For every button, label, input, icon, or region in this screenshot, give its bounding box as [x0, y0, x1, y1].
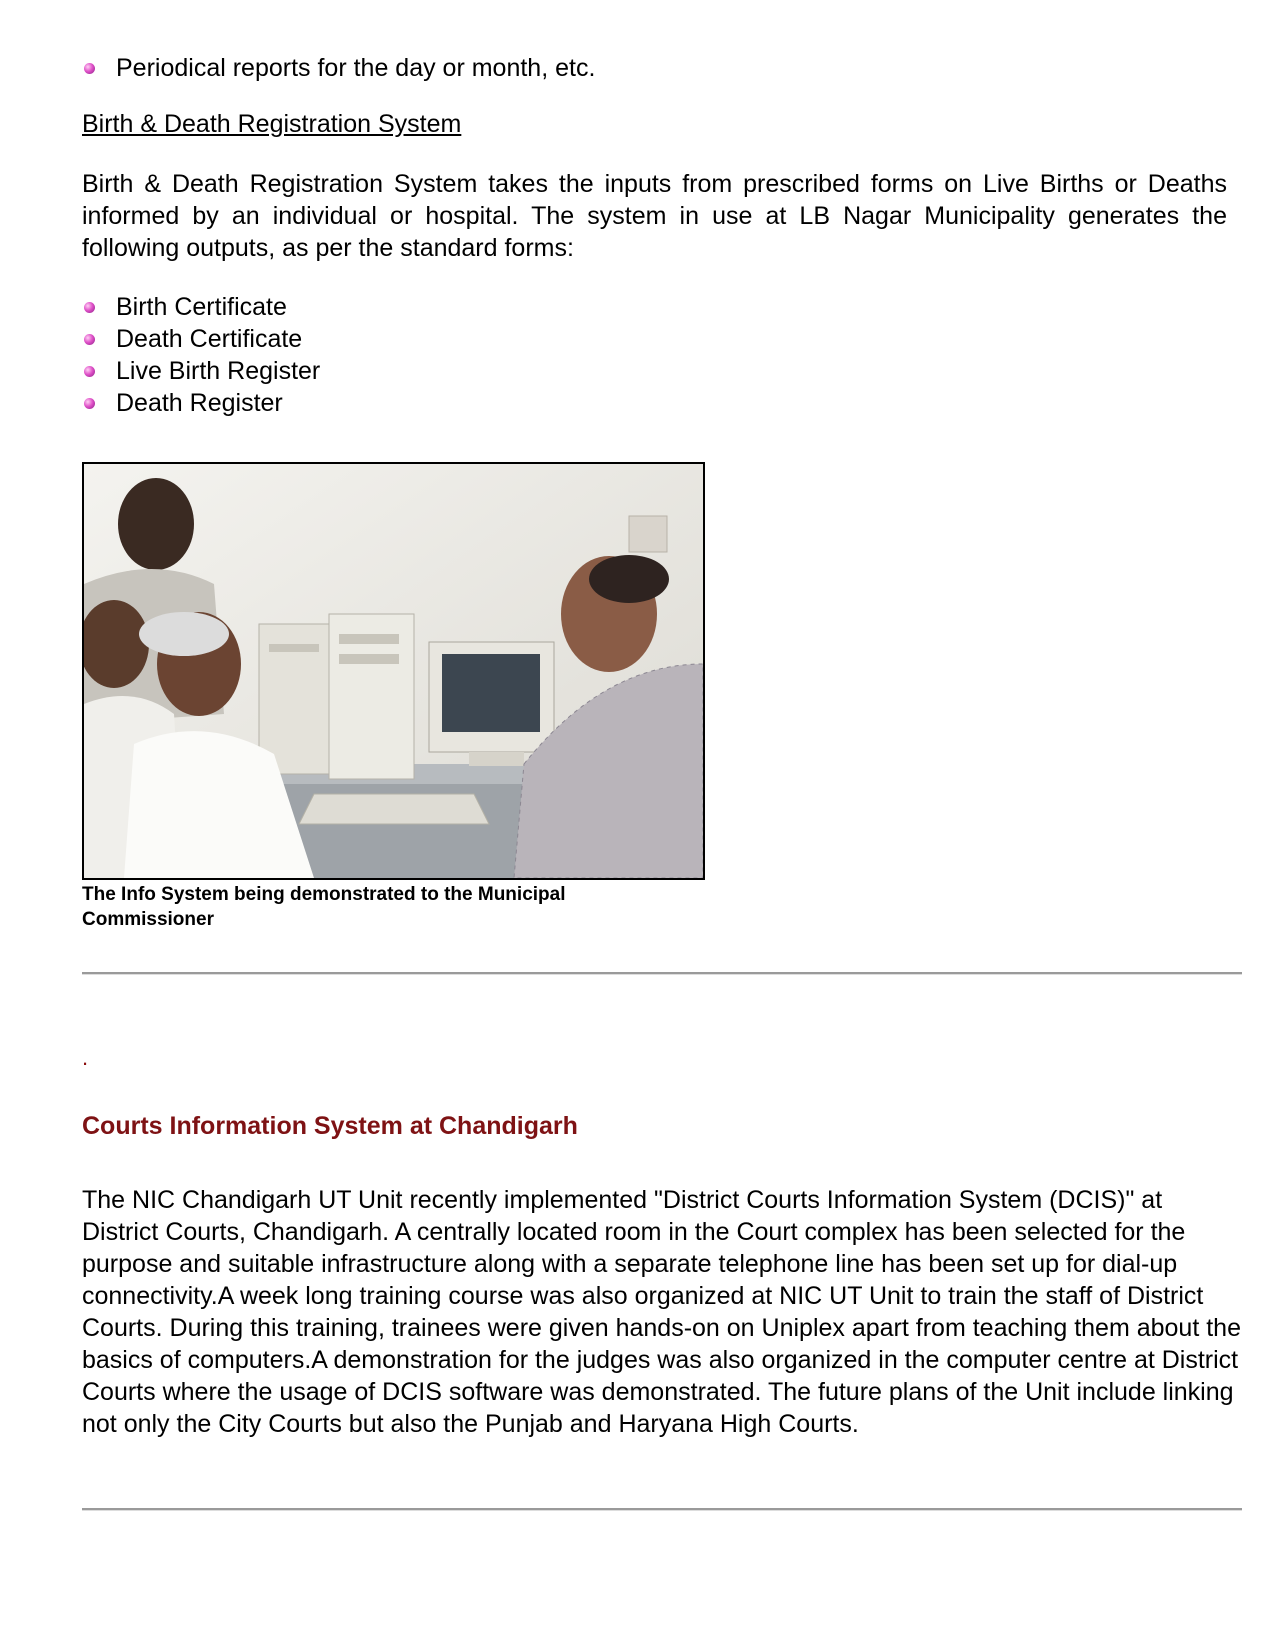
- list-item: [82, 323, 320, 355]
- bullet-icon: [84, 398, 95, 409]
- demonstration-photo: [82, 462, 705, 880]
- bullet-icon: [84, 63, 95, 74]
- list-item-text: Death Register: [116, 389, 283, 417]
- list-item-text: Live Birth Register: [116, 357, 321, 385]
- photo-caption: The Info System being demonstrated to the Municipal Commissioner: [82, 884, 566, 930]
- bullet-icon: [84, 334, 95, 345]
- list-item: [82, 387, 320, 419]
- bullet-icon: [84, 366, 95, 377]
- reports-list: [82, 52, 595, 84]
- list-item: [82, 52, 595, 84]
- outputs-list: [82, 291, 320, 419]
- list-item-text: Periodical reports for the day or month, etc.: [116, 54, 596, 82]
- courts-heading: Courts Information System at Chandigarh: [82, 1112, 578, 1140]
- separator-mark: .: [82, 1045, 89, 1070]
- section-title: Birth & Death Registration System: [82, 110, 462, 138]
- courts-paragraph: The NIC Chandigarh UT Unit recently implemented "District Courts Information System (DCIS)" at District Courts, Chandigarh. A centrally located room in the Court complex has been selected for the purpose and suitable infrastructure along with a separate telephone line has been set up for dial-up connectivity.A week long training course was also organized at NIC UT Unit to train the staff of District Courts. During this training, trainees were given hands-on on Uniplex apart from teaching them about the basics of computers.A demonstration for the judges was also organized in the computer centre at District Courts where the usage of DCIS software was demonstrated. The future plans of the Unit include linking not only the City Courts but also the Punjab and Haryana High Courts.: [82, 1186, 1241, 1438]
- list-item: [82, 355, 320, 387]
- divider: [82, 972, 1242, 975]
- photo-illustration: [84, 464, 703, 878]
- list-item: [82, 291, 320, 323]
- bullet-icon: [84, 302, 95, 313]
- list-item-text: Birth Certificate: [116, 293, 287, 321]
- list-item-text: Death Certificate: [116, 325, 303, 353]
- bdrs-paragraph: Birth & Death Registration System takes the inputs from prescribed forms on Live Births or Deaths informed by an individual or hospital. The system in use at LB Nagar Municipality generates the following outputs, as per the standard forms:: [82, 170, 1227, 262]
- divider: [82, 1508, 1242, 1511]
